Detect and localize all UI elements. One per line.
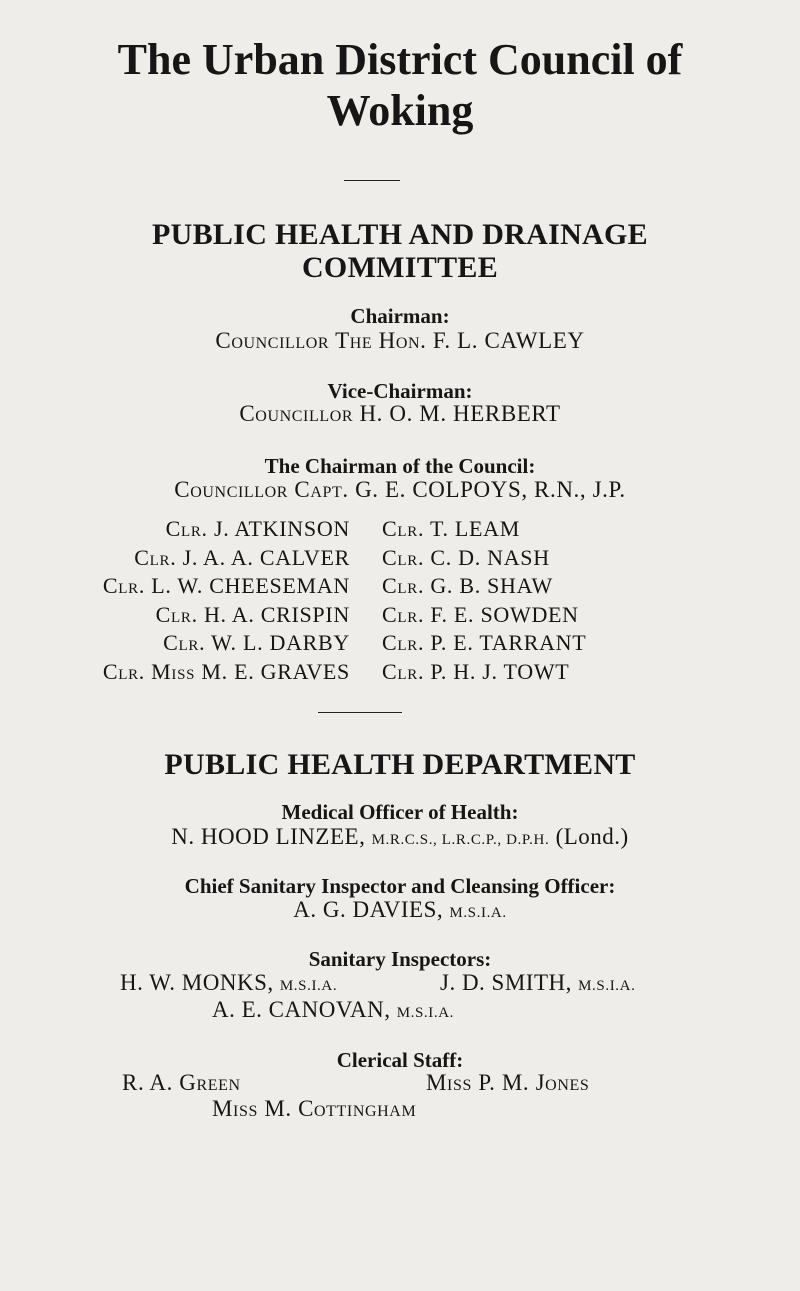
member-name: Clr. L. W. CHEESEMAN [102, 573, 350, 599]
inspector-qualifications: M.S.I.A. [396, 1005, 455, 1021]
clerical-staff-2: Miss P. M. Jones [426, 1070, 590, 1095]
vice-chairman-name: Councillor H. O. M. HERBERT [239, 401, 561, 426]
sanitary-inspector-3 [212, 996, 454, 1027]
moh-label: Medical Officer of Health: [281, 800, 519, 824]
member-name: Clr. C. D. NASH [382, 544, 550, 570]
member-name: Clr. T. LEAM [382, 516, 520, 541]
moh-line [0, 823, 800, 854]
sanitary-inspector-2 [440, 969, 635, 1000]
sanitary-inspectors-label: Sanitary Inspectors: [308, 947, 492, 971]
chairman-label: Chairman: [350, 304, 450, 328]
council-chairman-label: The Chairman of the Council: [264, 454, 536, 478]
inspector-qualifications: M.S.I.A. [279, 978, 338, 994]
moh-qualifications: M.R.C.S., L.R.C.P., D.P.H. [371, 832, 550, 848]
divider-middle [318, 712, 402, 713]
member-name: Clr. J. A. A. CALVER [134, 544, 350, 570]
chairman-name: Councillor The Hon. F. L. CAWLEY [215, 328, 585, 353]
inspector-qualifications: M.S.I.A. [578, 978, 636, 994]
member-name: Clr. J. ATKINSON [165, 516, 350, 541]
inspector-name: J. D. SMITH, [440, 970, 572, 995]
inspector-name: H. W. MONKS, [120, 970, 274, 995]
clerical-staff-label: Clerical Staff: [336, 1048, 464, 1072]
member-name: Clr. P. E. TARRANT [382, 630, 587, 656]
clerical-staff-3: Miss M. Cottingham [212, 1096, 417, 1121]
committee-heading-line1: PUBLIC HEALTH AND DRAINAGE [152, 218, 648, 251]
moh-suffix: (Lond.) [555, 824, 629, 849]
inspector-name: A. E. CANOVAN, [212, 997, 391, 1022]
member-name: Clr. W. L. DARBY [163, 630, 350, 656]
member-name: Clr. H. A. CRISPIN [155, 601, 350, 627]
member-name: Clr. F. E. SOWDEN [382, 601, 579, 627]
committee-heading-line2: COMMITTEE [301, 251, 499, 284]
member-name: Clr. Miss M. E. GRAVES [102, 658, 350, 684]
csi-name: A. G. DAVIES, [293, 897, 444, 922]
csi-label: Chief Sanitary Inspector and Cleansing Officer: [184, 874, 616, 898]
council-title-line2: Woking [326, 86, 474, 135]
clerical-staff-1: R. A. Green [122, 1070, 241, 1095]
moh-name: N. HOOD LINZEE, [171, 824, 366, 849]
vice-chairman-label: Vice-Chairman: [327, 379, 473, 403]
department-heading: PUBLIC HEALTH DEPARTMENT [164, 748, 636, 781]
divider-top [344, 180, 400, 181]
members-list-left [103, 515, 350, 687]
council-title-line1: The Urban District Council of [117, 35, 683, 84]
csi-qualifications: M.S.I.A. [449, 905, 507, 921]
member-name: Clr. P. H. J. TOWT [382, 658, 570, 684]
member-name: Clr. G. B. SHAW [382, 573, 553, 599]
council-chairman-name: Councillor Capt. G. E. COLPOYS, R.N., J.P. [174, 477, 626, 502]
members-list-right [382, 515, 586, 687]
csi-line [0, 896, 800, 927]
